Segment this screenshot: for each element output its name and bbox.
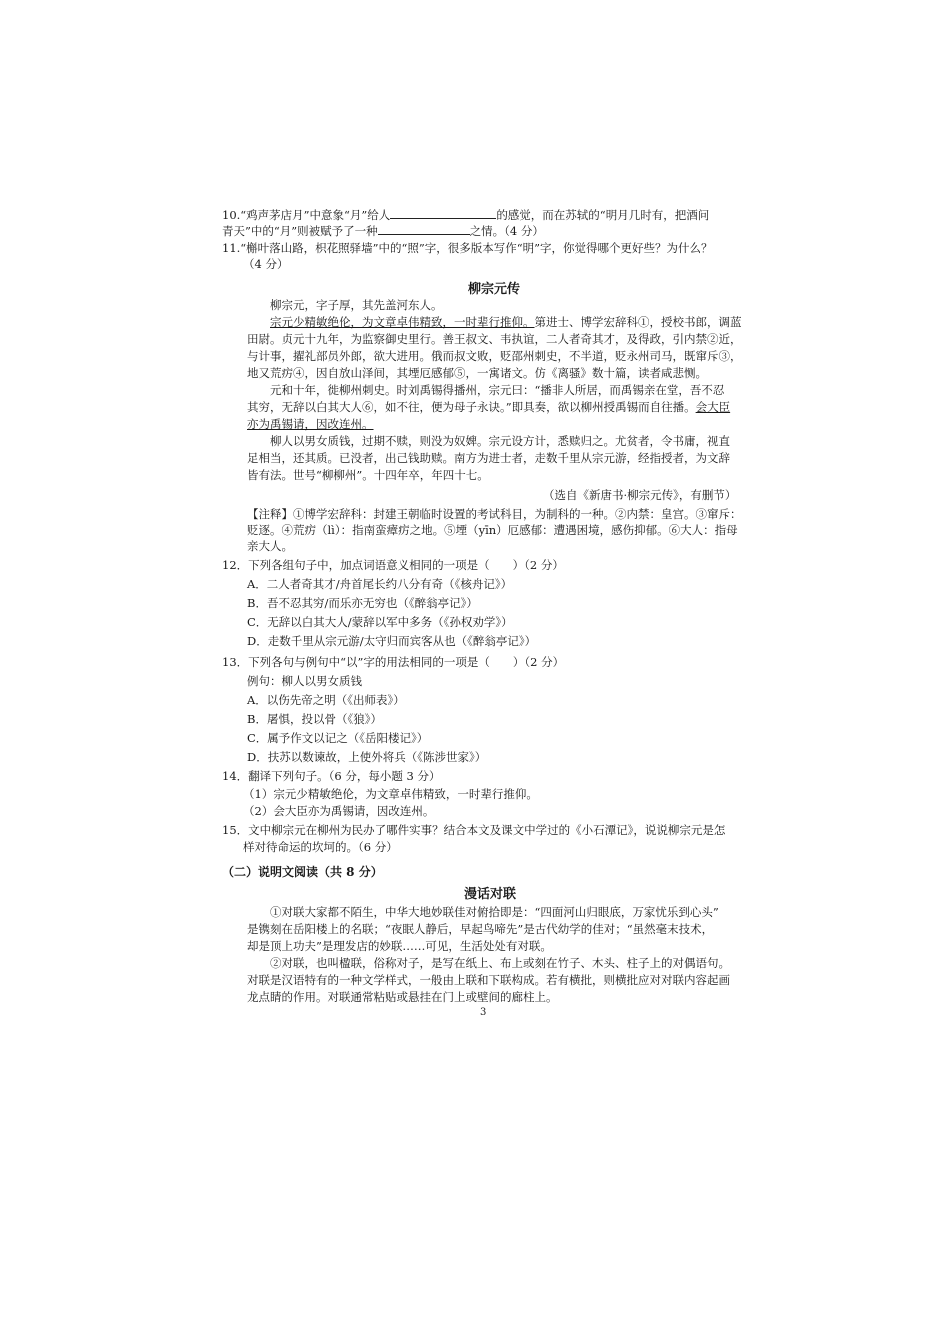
question-11-line-2: （4 分） xyxy=(243,257,289,271)
q10-blank-2[interactable] xyxy=(378,222,470,235)
passage-1-line: 柳人以男女质钱，过期不赎，则没为奴婢。宗元设方计，悉赎归之。尤贫者，令书庸，视直 xyxy=(270,434,730,448)
question-14-item: （1）宗元少精敏绝伦，为文章卓伟精致，一时辈行推仰。 xyxy=(243,787,538,801)
q10-text-mid: 的感觉，而在苏轼的“明月几时有，把酒问 xyxy=(496,208,710,222)
passage-2-line: ②对联，也叫楹联，俗称对子，是写在纸上、布上或刻在竹子、木头、柱子上的对偶语句。 xyxy=(270,956,730,970)
question-12-stem: 12．下列各组句子中，加点词语意义相同的一项是（ ）（2 分） xyxy=(222,558,564,572)
question-12-option[interactable]: C．无辞以白其大人/蒙辞以军中多务（《孙权劝学》） xyxy=(247,615,513,629)
passage-1-line xyxy=(247,416,374,432)
passage-1-title: 柳宗元传 xyxy=(468,282,521,297)
q10-text-line2-post: 之情。（4 分） xyxy=(469,224,544,238)
passage-1-text: 第进士、博学宏辞科①，授校书郎，调蓝 xyxy=(534,315,742,329)
question-12-option[interactable]: A．二人者奇其才/舟首尾长约八分有奇（《核舟记》） xyxy=(247,577,513,591)
question-10-line-2 xyxy=(222,222,544,239)
passage-2-line: 龙点睛的作用。对联通常粘贴或悬挂在门上或壁间的廊柱上。 xyxy=(247,990,558,1004)
question-15-line-2: 样对待命运的坎坷的。（6 分） xyxy=(243,840,398,854)
passage-1-line: 田尉。贞元十九年，为监察御史里行。善王叔文、韦执谊，二人者奇其才，及得政，引内禁②近， xyxy=(247,332,742,346)
passage-1-line: 皆有法。世号“柳柳州”。十四年卒，年四十七。 xyxy=(247,468,489,482)
passage-2-line: ①对联大家都不陌生，中华大地妙联佳对俯拾即是：“四面河山归眼底，万家忧乐到心头” xyxy=(270,905,719,919)
section-2-heading: （二）说明文阅读（共 8 分） xyxy=(222,865,383,879)
q10-text-pre: 10.“鸡声茅店月”中意象“月”给人 xyxy=(222,208,391,222)
passage-1-line xyxy=(247,399,730,415)
passage-1-underlined-sentence: 会大臣 xyxy=(695,400,731,414)
passage-1-underlined-sentence: 宗元少精敏绝伦，为文章卓伟精致，一时辈行推仰。 xyxy=(270,315,535,329)
passage-2-title: 漫话对联 xyxy=(464,887,517,902)
passage-2-line: 是镌刻在岳阳楼上的名联；“夜眠人静后，早起鸟啼先”是古代幼学的佳对；“虽然毫末技术， xyxy=(247,922,714,936)
q10-blank-1[interactable] xyxy=(390,206,496,219)
passage-1-line: 元和十年，徙柳州刺史。时刘禹锡得播州，宗元曰：“播非人所居，而禹锡亲在堂，吾不忍 xyxy=(270,383,725,397)
page-number: 3 xyxy=(480,1007,487,1018)
question-13-example: 例句：柳人以男女质钱 xyxy=(247,674,362,688)
passage-1-note: 亲大人。 xyxy=(247,539,293,553)
question-13-stem: 13．下列各句与例句中“以”字的用法相同的一项是（ ）（2 分） xyxy=(222,655,565,669)
passage-1-underlined-sentence: 亦为禹锡请，因改连州。 xyxy=(247,417,374,431)
passage-1-line: 与计事，擢礼部员外郎，欲大进用。俄而叔文败，贬邵州刺史，不半道，贬永州司马，既窜斥③， xyxy=(247,349,742,363)
question-13-option[interactable]: C．属予作文以记之（《岳阳楼记》） xyxy=(247,731,429,745)
passage-1-note: 【注释】①博学宏辞科：封建王朝临时设置的考试科目，为制科的一种。②内禁：皇宫。③窜斥： xyxy=(247,507,742,521)
question-12-option[interactable]: D．走数千里从宗元游/太守归而宾客从也（《醉翁亭记》） xyxy=(247,634,537,648)
question-13-option[interactable]: B．屠惧，投以骨（《狼》） xyxy=(247,712,382,726)
passage-1-line xyxy=(270,314,742,330)
question-13-option[interactable]: D．扶苏以数谏故，上使外将兵（《陈涉世家》） xyxy=(247,750,487,764)
q10-text-line2-pre: 青天”中的“月”则被赋予了一种 xyxy=(222,224,378,238)
question-14-stem: 14．翻译下列句子。（6 分，每小题 3 分） xyxy=(222,769,441,783)
question-11-line-1: 11.“槲叶落山路，枳花照驿墙”中的“照”字，很多版本写作“明”字，你觉得哪个更好些？为什么？ xyxy=(222,241,713,255)
passage-1-line: 地又荒疠④，因自放山泽间，其堙厄感郁⑤，一寓诸文。仿《离骚》数十篇，读者咸悲恻。 xyxy=(247,366,707,380)
passage-1-text: 其穷，无辞以白其大人⑥，如不往，便为母子永诀。”即具奏，欲以柳州授禹锡而自往播。 xyxy=(247,400,696,414)
question-10-line-1 xyxy=(222,206,709,223)
passage-2-line: 对联是汉语特有的一种文学样式，一般由上联和下联构成。若有横批，则横批应对对联内容起画 xyxy=(247,973,730,987)
question-14-item: （2）会大臣亦为禹锡请，因改连州。 xyxy=(243,804,435,818)
passage-1-source: （选自《新唐书·柳宗元传》，有删节） xyxy=(543,488,737,502)
passage-1-line: 足相当，还其质。已没者，出己钱助赎。南方为进士者，走数千里从宗元游，经指授者，为文辞 xyxy=(247,451,730,465)
question-13-option[interactable]: A．以伤先帝之明（《出师表》） xyxy=(247,693,405,707)
question-12-option[interactable]: B．吾不忍其穷/而乐亦无穷也（《醉翁亭记》） xyxy=(247,596,478,610)
question-15-line-1: 15．文中柳宗元在柳州为民办了哪件实事？结合本文及课文中学过的《小石潭记》，说说柳宗元是怎 xyxy=(222,823,726,837)
passage-1-line: 柳宗元，字子厚，其先盖河东人。 xyxy=(270,298,443,312)
passage-2-line: 却是顶上功夫”是理发店的妙联……可见，生活处处有对联。 xyxy=(247,939,552,953)
passage-1-note: 贬逐。④荒疠（lì）：指南蛮瘴疠之地。⑤堙（yīn）厄感郁：遭遇困境，感伤抑郁。⑥大人：指母 xyxy=(247,523,738,537)
